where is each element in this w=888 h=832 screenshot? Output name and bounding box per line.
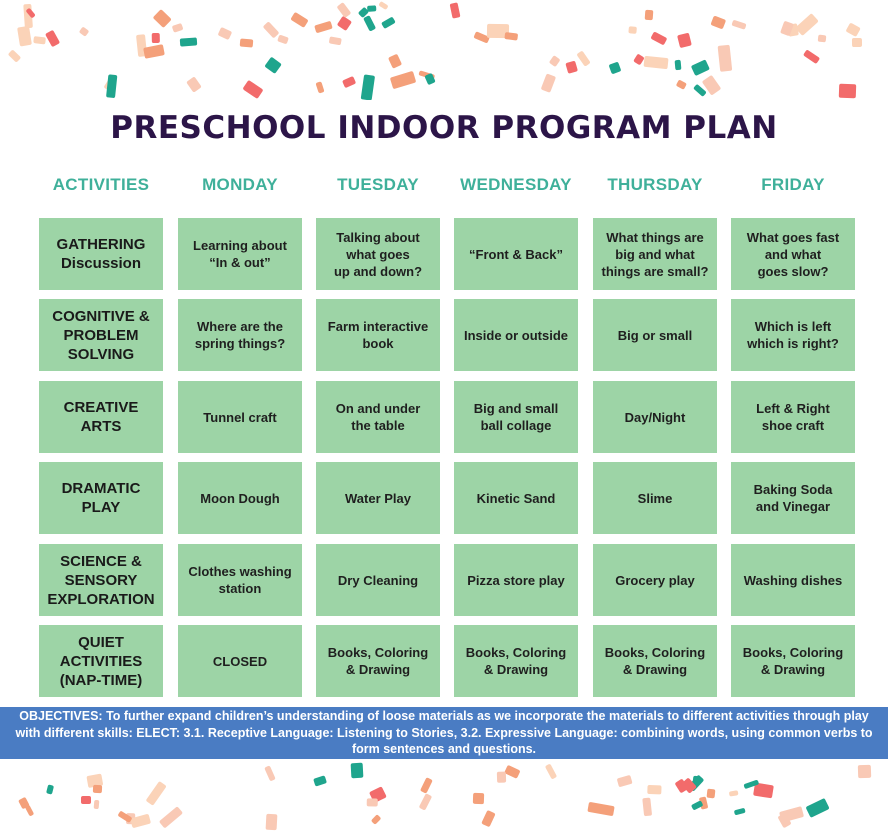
confetti-piece	[845, 22, 860, 36]
confetti-piece	[159, 806, 183, 828]
activity-cell: Moon Dough	[178, 462, 302, 534]
confetti-piece	[363, 15, 375, 31]
confetti-piece	[33, 36, 46, 45]
activity-cell: Water Play	[316, 462, 440, 534]
confetti-piece	[643, 55, 668, 69]
confetti-piece	[367, 5, 376, 11]
activity-cell: “Front & Back”	[454, 218, 578, 290]
confetti-piece	[642, 798, 652, 817]
confetti-piece	[379, 1, 389, 10]
confetti-piece	[277, 34, 289, 44]
confetti-piece	[337, 16, 352, 31]
column-header-friday: FRIDAY	[761, 175, 825, 194]
activity-cell: Kinetic Sand	[454, 462, 578, 534]
confetti-piece	[548, 54, 560, 66]
confetti-piece	[818, 34, 827, 42]
confetti-piece	[361, 74, 375, 100]
confetti-piece	[779, 806, 804, 822]
confetti-piece	[504, 765, 520, 779]
activity-cell: Clothes washing station	[178, 544, 302, 616]
column-header-tuesday: TUESDAY	[337, 175, 419, 194]
confetti-piece	[8, 49, 22, 63]
confetti-piece	[675, 59, 681, 70]
confetti-piece	[718, 45, 733, 72]
confetti-piece	[389, 70, 416, 88]
confetti-piece	[186, 76, 202, 93]
confetti-piece	[152, 33, 160, 43]
confetti-piece	[290, 12, 308, 28]
activity-label-cognitive: COGNITIVE & PROBLEM SOLVING	[39, 299, 163, 371]
confetti-piece	[691, 60, 710, 77]
activity-cell: Washing dishes	[731, 544, 855, 616]
confetti-piece	[729, 790, 739, 797]
activity-cell: Tunnel craft	[178, 381, 302, 453]
confetti-piece	[504, 32, 518, 40]
confetti-piece	[93, 785, 103, 793]
confetti-piece	[243, 80, 264, 99]
activity-label-gathering: GATHERING Discussion	[39, 218, 163, 290]
confetti-piece	[734, 807, 746, 815]
confetti-piece	[45, 29, 60, 46]
confetti-piece	[316, 82, 325, 94]
confetti-piece	[106, 74, 117, 98]
confetti-piece	[342, 76, 356, 88]
confetti-piece	[16, 26, 31, 46]
activity-cell: Books, Coloring & Drawing	[731, 625, 855, 697]
confetti-piece	[329, 37, 342, 46]
confetti-piece	[647, 785, 661, 794]
activity-cell: What things are big and what things are small?	[593, 218, 717, 290]
confetti-piece	[858, 765, 871, 778]
confetti-piece	[315, 20, 334, 33]
activity-cell: Pizza store play	[454, 544, 578, 616]
confetti-piece	[266, 814, 278, 830]
confetti-piece	[803, 50, 820, 64]
confetti-piece	[180, 38, 198, 47]
activity-cell: CLOSED	[178, 625, 302, 697]
confetti-piece	[692, 775, 699, 783]
activity-cell: Day/Night	[593, 381, 717, 453]
confetti-piece	[381, 16, 396, 28]
column-header-wednesday: WEDNESDAY	[460, 175, 572, 194]
confetti-piece	[152, 9, 171, 28]
column-header-monday: MONDAY	[202, 175, 278, 194]
objectives-banner: OBJECTIVES: To further expand children’s understanding of loose materials as we incorporate the materials to different activities through play with different skills: ELECT: 3.1. Receptive Language: Listening to Stories, 3.2. Expressive Language: combining words, using common verbs to form sentences and questions.	[0, 707, 888, 759]
confetti-piece	[608, 62, 621, 75]
confetti-piece	[628, 26, 636, 34]
confetti-piece	[146, 781, 167, 805]
confetti-piece	[420, 777, 433, 793]
confetti-piece	[313, 776, 326, 787]
confetti-piece	[171, 22, 183, 32]
activity-cell: Books, Coloring & Drawing	[593, 625, 717, 697]
activity-cell: Books, Coloring & Drawing	[316, 625, 440, 697]
confetti-piece	[81, 796, 91, 805]
activity-cell: Baking Soda and Vinegar	[731, 462, 855, 534]
confetti-piece	[367, 798, 378, 806]
confetti-piece	[239, 39, 252, 48]
confetti-piece	[706, 789, 715, 799]
activity-label-creative-arts: CREATIVE ARTS	[39, 381, 163, 453]
activity-label-science-sensory: SCIENCE & SENSORY EXPLORATION	[39, 544, 163, 616]
activity-cell: Grocery play	[593, 544, 717, 616]
activity-label-dramatic-play: DRAMATIC PLAY	[39, 462, 163, 534]
activity-cell: Left & Right shoe craft	[731, 381, 855, 453]
confetti-piece	[650, 32, 667, 46]
confetti-piece	[262, 21, 279, 38]
confetti-piece	[587, 802, 614, 817]
confetti-piece	[450, 2, 461, 18]
confetti-piece	[732, 20, 747, 30]
activity-cell: Books, Coloring & Drawing	[454, 625, 578, 697]
activity-cell: What goes fast and what goes slow?	[731, 218, 855, 290]
confetti-top-decoration	[0, 0, 888, 100]
activity-cell: Which is left which is right?	[731, 299, 855, 371]
activity-cell: Big or small	[593, 299, 717, 371]
confetti-piece	[351, 763, 364, 778]
confetti-piece	[337, 2, 352, 18]
confetti-piece	[481, 810, 495, 827]
activity-label-quiet-activities: QUIET ACTIVITIES (NAP-TIME)	[39, 625, 163, 697]
confetti-piece	[93, 800, 99, 809]
confetti-piece	[388, 54, 402, 69]
confetti-piece	[806, 798, 830, 818]
confetti-piece	[78, 27, 89, 37]
confetti-piece	[473, 792, 484, 804]
confetti-piece	[565, 60, 578, 73]
confetti-piece	[710, 15, 725, 29]
confetti-piece	[675, 80, 687, 91]
activity-cell: Learning about “In & out”	[178, 218, 302, 290]
confetti-piece	[218, 27, 233, 40]
confetti-piece	[616, 775, 632, 788]
confetti-piece	[541, 74, 557, 94]
confetti-piece	[644, 10, 653, 21]
activity-cell: Talking about what goes up and down?	[316, 218, 440, 290]
activity-cell: Farm interactive book	[316, 299, 440, 371]
confetti-bottom-decoration	[0, 762, 888, 832]
confetti-piece	[852, 38, 863, 48]
activity-cell: Slime	[593, 462, 717, 534]
activity-cell: Dry Cleaning	[316, 544, 440, 616]
column-header-activities: ACTIVITIES	[52, 175, 150, 194]
confetti-piece	[419, 793, 433, 810]
confetti-piece	[46, 784, 54, 795]
confetti-piece	[497, 772, 506, 784]
activity-cell: Inside or outside	[454, 299, 578, 371]
activity-cell: Big and small ball collage	[454, 381, 578, 453]
confetti-piece	[371, 814, 382, 825]
confetti-piece	[143, 44, 164, 59]
confetti-piece	[545, 763, 557, 779]
page-title: PRESCHOOL INDOOR PROGRAM PLAN	[110, 110, 778, 146]
activity-cell: Where are the spring things?	[178, 299, 302, 371]
confetti-piece	[265, 57, 282, 74]
confetti-piece	[691, 801, 704, 812]
confetti-piece	[839, 83, 856, 97]
activity-cell: On and under the table	[316, 381, 440, 453]
confetti-piece	[677, 32, 692, 47]
confetti-piece	[264, 766, 275, 782]
confetti-piece	[577, 50, 592, 66]
column-header-thursday: THURSDAY	[607, 175, 703, 194]
